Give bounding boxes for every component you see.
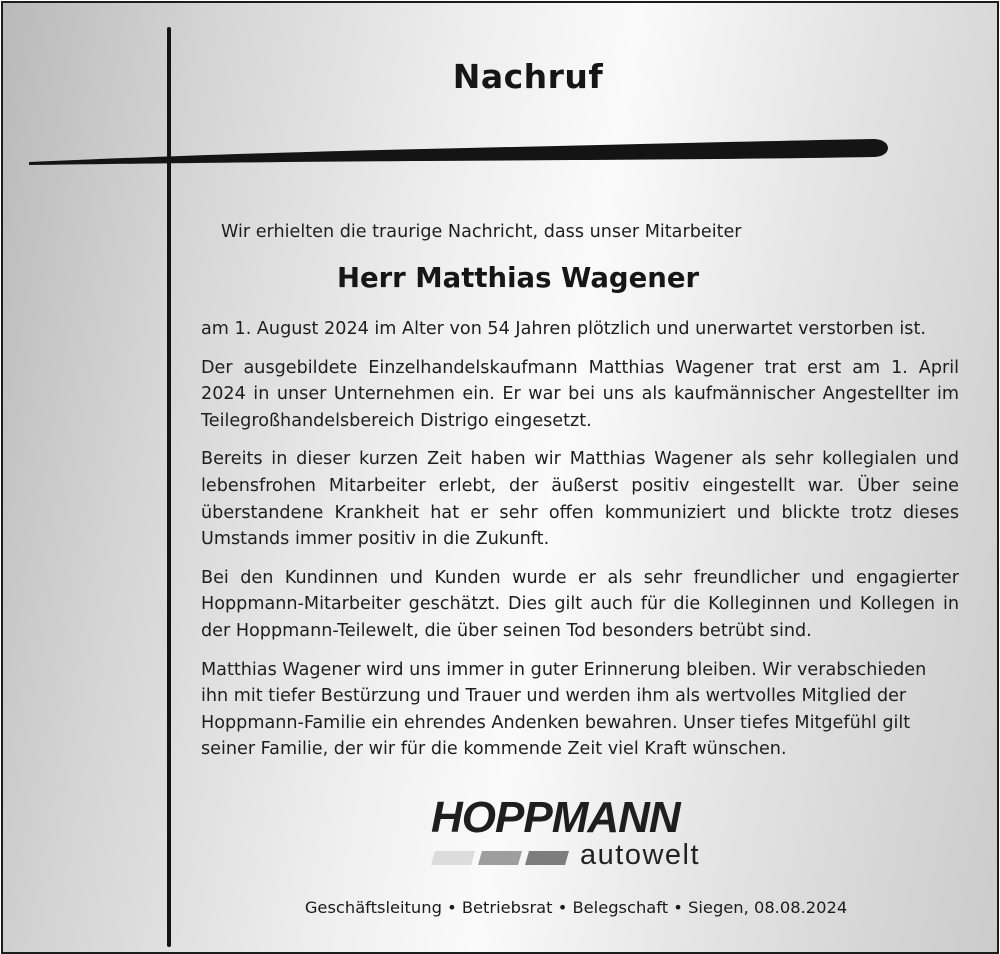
cross-horizontal-brushstroke xyxy=(3,3,999,203)
paragraph-4: Bei den Kundinnen und Kunden wurde er als sehr freundlicher und engagierter Hoppmann-Mitarbeiter geschätzt. Dies gilt auch für die Kolleginnen und Kollegen in der Hoppmann-Teilewelt, die über seinen Tod besonders betrübt sind. xyxy=(201,567,959,641)
logo-stripes-icon xyxy=(431,851,569,865)
paragraph-5: Matthias Wagener wird uns immer in guter Erinnerung bleiben. Wir verabschieden ihn mit tiefer Bestürzung und Trauer und werden ihm als wertvolles Mitglied der Hoppmann-Familie ein ehrendes Andenken bewahren. Unser tiefes Mitgefühl gilt seiner Familie, der wir für die kommende Zeit viel Kraft wünschen. xyxy=(201,659,927,760)
logo-subtitle: autowelt xyxy=(580,839,701,871)
logo-wordmark: HOPPMANN xyxy=(431,793,680,842)
signature-line: Geschäftsleitung • Betriebsrat • Belegschaft • Siegen, 08.08.2024 xyxy=(304,898,848,917)
obituary-body xyxy=(201,316,959,775)
paragraph-1: am 1. August 2024 im Alter von 54 Jahren plötzlich und unerwartet verstorben ist. xyxy=(201,319,926,339)
hoppmann-logo xyxy=(431,793,731,871)
deceased-name: Herr Matthias Wagener xyxy=(336,262,700,294)
page-title: Nachruf xyxy=(452,57,604,96)
obituary-card xyxy=(1,1,999,954)
intro-text: Wir erhielten die traurige Nachricht, dass unser Mitarbeiter xyxy=(221,222,742,242)
paragraph-3: Bereits in dieser kurzen Zeit haben wir Matthias Wagener als sehr kollegialen und lebensfrohen Mitarbeiter erlebt, der äußerst positiv eingestellt war. Über seine überstandene Krankheit hat er sehr offen kommuniziert und blickte trotz dieses Umstands immer positiv in die Zukunft. xyxy=(201,449,959,550)
paragraph-2: Der ausgebildete Einzelhandelskaufmann Matthias Wagener trat erst am 1. April 2024 in unser Unternehmen ein. Er war bei uns als kaufmännischer Angestellter im Teilegroßhandelsbereich Distrigo eingesetzt. xyxy=(201,357,959,431)
